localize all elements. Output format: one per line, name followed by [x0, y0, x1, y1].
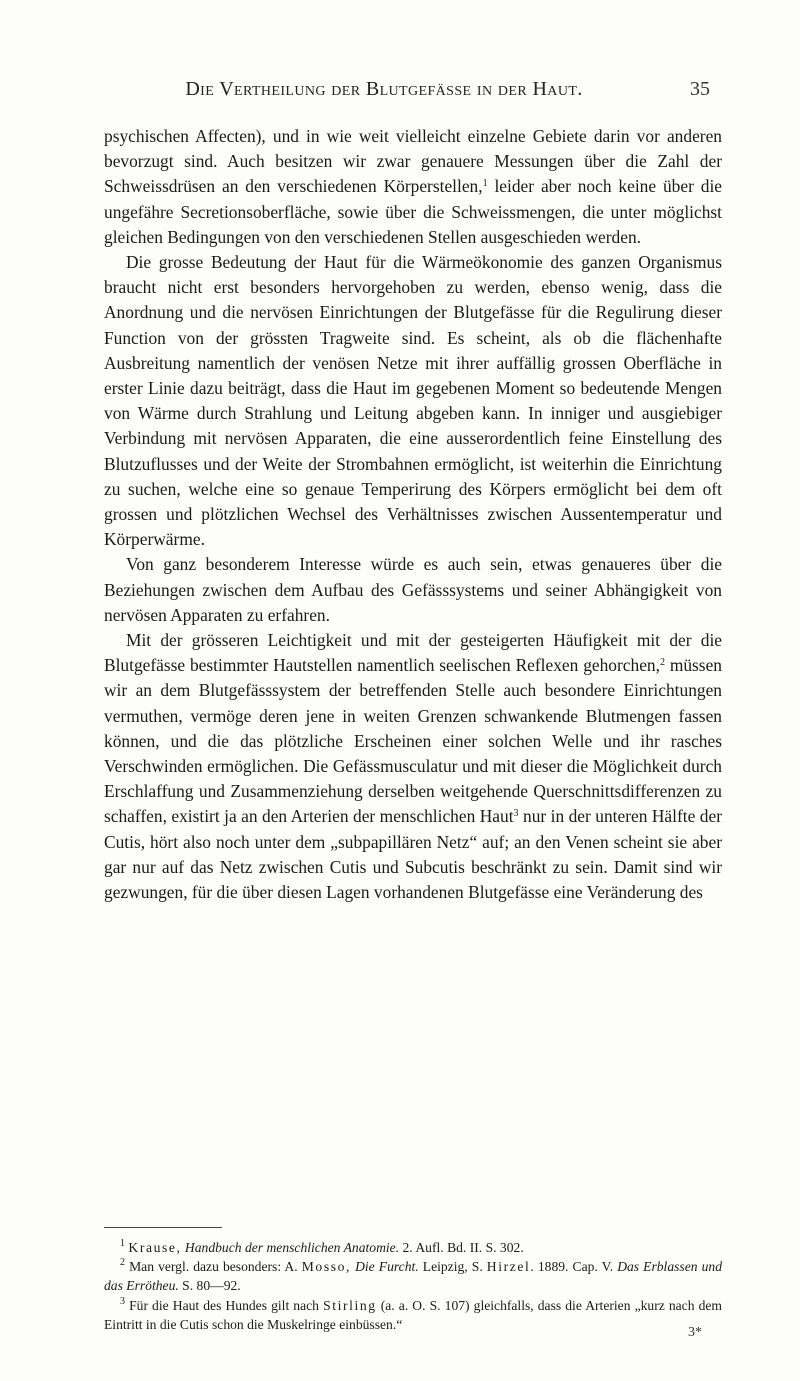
footnote-1-author: Krause,	[128, 1240, 182, 1255]
paragraph-1	[104, 124, 722, 250]
footnote-3-author: Stirling	[323, 1297, 377, 1313]
footnote-2-mid2: . 1889. Cap. V.	[530, 1259, 618, 1275]
footnote-ref-1: 1	[482, 178, 488, 190]
footnote-2-mid: Leipzig, S.	[418, 1259, 487, 1275]
footnote-2-rest: S. 80—92.	[178, 1278, 241, 1294]
footnote-3-rest: (a. a. O. S. 107) gleichfalls, dass die Arterien „kurz nach dem Eintritt in die Cutis schon die Muskelringe einbüssen.“	[104, 1297, 723, 1332]
signature-mark: 3*	[688, 1325, 702, 1340]
paragraph-1-text-a: psychischen Affecten), und in wie weit vielleicht einzelne Gebiete darin vor anderen bevorzugt sind. Auch besitzen wir zwar genauere Messungen über die Zahl der Schweissdrüsen an den verschiedenen Körperstellen,	[104, 126, 722, 197]
footnote-2-author: Mosso,	[301, 1259, 351, 1275]
footnote-ref-3: 3	[513, 808, 519, 820]
paragraph-4-text-a: Mit der grösseren Leichtigkeit und mit der gesteigerten Häufigkeit mit der die Blutgefässe bestimmter Hautstellen namentlich seelischen Reflexen gehorchen,	[104, 630, 722, 676]
footnotes	[104, 1238, 722, 1334]
paragraph-4	[104, 628, 722, 905]
footnote-2-title2: Das Erblassen und das Errötheu.	[104, 1259, 723, 1294]
footnote-2-lead: Man vergl. dazu besonders: A.	[125, 1259, 302, 1275]
running-head	[118, 78, 710, 108]
footnote-1	[104, 1238, 722, 1257]
paragraph-1-text-b: leider aber noch keine über die ungefähre Secretionsoberfläche, sowie über die Schweissmengen, die unter möglichst gleichen Bedingungen von den verschiedenen Stellen ausgeschieden werden.	[104, 176, 722, 247]
paragraph-4-text-c: nur in der unteren Hälfte der Cutis, hört also noch unter dem „subpapillären Netz“ auf; an den Venen scheint sie aber gar nur auf das Netz zwischen Cutis und Subcutis beschränkt zu sein. Damit sind wir gezwungen, für die über diesen Lagen vorhandenen Blutgefässe eine Veränderung des	[104, 806, 722, 903]
footnote-2-number: 2	[120, 1257, 125, 1269]
paragraph-2: Die grosse Bedeutung der Haut für die Wärmeökonomie des ganzen Organismus braucht nicht erst besonders hervorgehoben zu werden, ebenso wenig, dass die Anordnung und die nervösen Einrichtungen der Blutgefässe für die Regulirung dieser Function von der grössten Tragweite sind. Es scheint, als ob die flächenhafte Ausbreitung namentlich der venösen Netze mit ihrer auffällig grossen Oberfläche in erster Linie dazu beiträgt, dass die Haut im gegebenen Moment so bedeutende Mengen von Wärme durch Strahlung und Leitung abgeben kann. In inniger und ausgiebiger Verbindung mit nervösen Apparaten, die eine ausserordentlich feine Einstellung des Blutzuflusses und der Weite der Strombahnen ermöglicht, ist weiterhin die Einrichtung zu suchen, welche eine so genaue Temperirung des Körpers ermöglicht bei dem oft grossen und plötzlichen Wechsel des Verhältnisses zwischen Aussentemperatur und Körperwärme.	[104, 252, 722, 550]
page-number: 35	[690, 78, 710, 100]
footnote-2-title: Die Furcht.	[355, 1259, 419, 1275]
footnote-3	[104, 1296, 722, 1334]
paragraph-4-text-b: müssen wir an dem Blutgefässsystem der betreffenden Stelle auch besondere Einrichtungen vermuthen, vermöge deren jene in weiten Grenzen schwankende Blutmengen fassen können, und die das plötzliche Erscheinen einer solchen Welle und ihr rasches Verschwinden ermöglichen. Die Gefässmusculatur und mit dieser die Möglichkeit durch Erschlaffung und Zusammenziehung derselben weitgehende Querschnittsdifferenzen zu schaffen, existirt ja an den Arterien der menschlichen Haut	[104, 655, 722, 827]
footnote-1-number: 1	[120, 1238, 125, 1249]
footnote-ref-2: 2	[659, 657, 665, 669]
footnote-3-lead: Für die Haut des Hundes gilt nach	[125, 1297, 324, 1313]
footnote-1-rest: 2. Aufl. Bd. II. S. 302.	[399, 1240, 524, 1255]
footnote-divider	[104, 1227, 222, 1228]
body-text	[104, 124, 722, 905]
footnote-1-title: Handbuch der menschlichen Anatomie.	[184, 1240, 400, 1255]
running-title: Die Vertheilung der Blutgefässe in der Haut.	[185, 78, 583, 100]
footnote-3-number: 3	[120, 1295, 125, 1307]
footnote-2-publisher: Hirzel	[486, 1259, 531, 1275]
paragraph-3: Von ganz besonderem Interesse würde es auch sein, etwas genaueres über die Beziehungen zwischen dem Aufbau des Gefässsystems und seiner Abhängigkeit von nervösen Apparaten zu erfahren.	[104, 554, 722, 625]
footnote-2	[104, 1257, 722, 1295]
